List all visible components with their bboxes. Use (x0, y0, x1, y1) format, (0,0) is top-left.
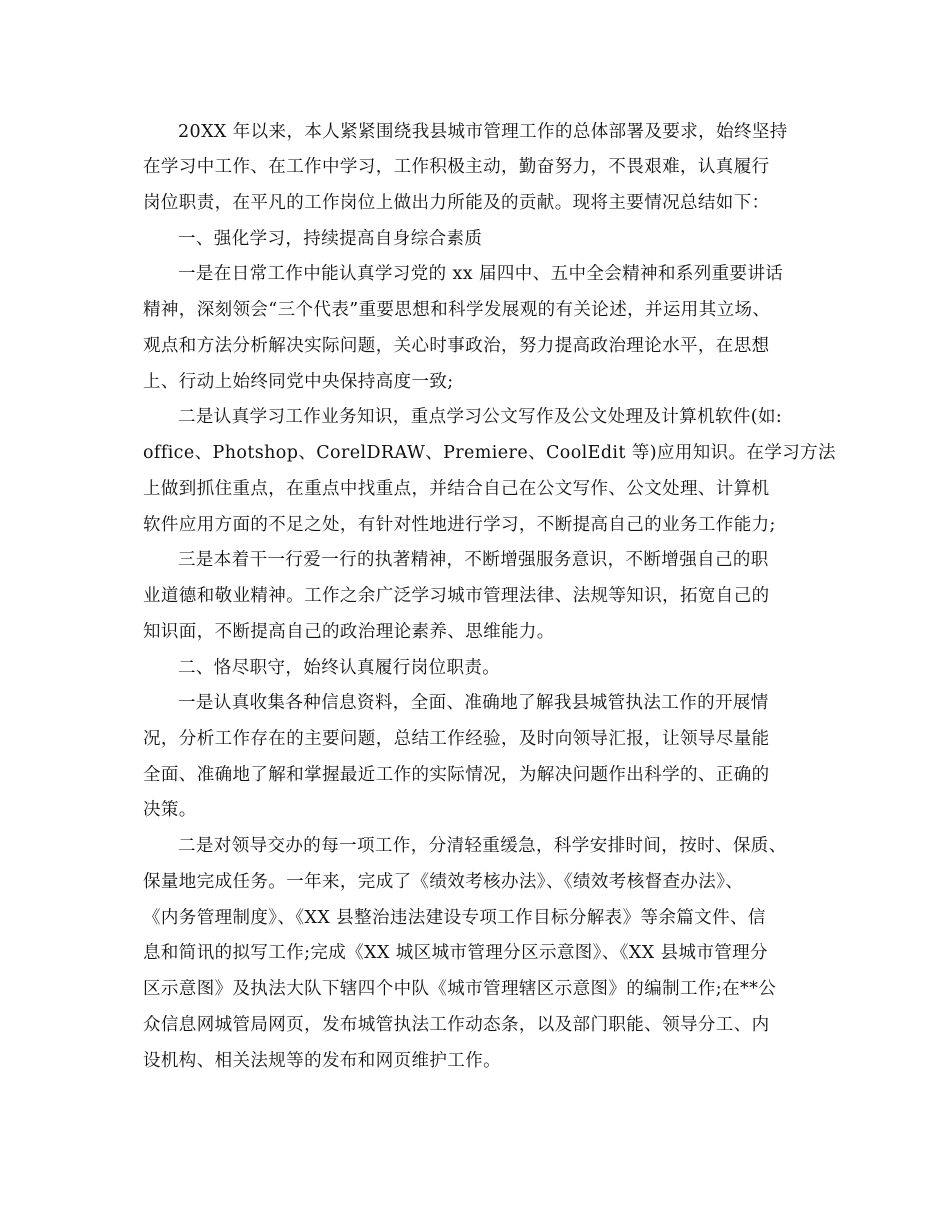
paragraph-line: 知识面，不断提高自己的政治理论素养、思维能力。 (143, 622, 555, 642)
section-heading: 二、恪尽职守，始终认真履行岗位职责。 (178, 658, 501, 678)
paragraph-line: 三是本着干一行爱一行的执著精神，不断增强服务意识，不断增强自己的职 (178, 550, 769, 570)
section-heading: 一、强化学习，持续提高自身综合素质 (178, 229, 483, 249)
paragraph-line: 保量地完成任务。一年来，完成了《绩效考核办法》、《绩效考核督查办法》、 (143, 872, 744, 892)
paragraph-line: 精神，深刻领会“三个代表”重要思想和科学发展观的有关论述，并运用其立场、 (143, 300, 771, 320)
paragraph-line: 软件应用方面的不足之处，有针对性地进行学习，不断提高自己的业务工作能力; (143, 515, 776, 535)
paragraph-line: 区示意图》及执法大队下辖四个中队《城市管理辖区示意图》的编制工作;在**公 (143, 979, 777, 999)
paragraph-line: 一是在日常工作中能认真学习党的 xx 届四中、五中全会精神和系列重要讲话 (178, 264, 784, 284)
paragraph-line: 观点和方法分析解决实际问题，关心时事政治，努力提高政治理论水平，在思想 (143, 336, 770, 356)
paragraph-line: 息和简讯的拟写工作;完成《XX 城区城市管理分区示意图》、《XX 县城市管理分 (143, 943, 768, 963)
paragraph-line: 一是认真收集各种信息资料，全面、准确地了解我县城管执法工作的开展情 (178, 693, 769, 713)
paragraph-line: 决策。 (143, 800, 197, 820)
paragraph-line: 况，分析工作存在的主要问题，总结工作经验，及时向领导汇报，让领导尽量能 (143, 729, 770, 749)
paragraph-line: 在学习中工作、在工作中学习，工作积极主动，勤奋努力，不畏艰难，认真履行 (143, 157, 770, 177)
paragraph-line: 众信息网城管局网页，发布城管执法工作动态条，以及部门职能、领导分工、内 (143, 1015, 770, 1035)
paragraph-line: 二是认真学习工作业务知识，重点学习公文写作及公文处理及计算机软件(如: (178, 407, 783, 427)
paragraph-line: 上、行动上始终同党中央保持高度一致; (143, 372, 454, 392)
paragraph-line: 《内务管理制度》、《XX 县整治违法建设专项工作目标分解表》等余篇文件、信 (143, 908, 766, 928)
paragraph-line: 二是对领导交办的每一项工作，分清轻重缓急，科学安排时间，按时、保质、 (178, 836, 787, 856)
paragraph-line: 岗位职责，在平凡的工作岗位上做出力所能及的贡献。现将主要情况总结如下： (143, 193, 770, 213)
paragraph-line: 业道德和敬业精神。工作之余广泛学习城市管理法律、法规等知识，拓宽自己的 (143, 586, 770, 606)
paragraph-line: 上做到抓住重点，在重点中找重点，并结合自己在公文写作、公文处理、计算机 (143, 479, 770, 499)
paragraph-line: 20XX 年以来，本人紧紧围绕我县城市管理工作的总体部署及要求，始终坚持 (178, 122, 788, 142)
paragraph-line: 全面、准确地了解和掌握最近工作的实际情况，为解决问题作出科学的、正确的 (143, 765, 770, 785)
paragraph-line: 设机构、相关法规等的发布和网页维护工作。 (143, 1051, 501, 1071)
paragraph-line: office、Photshop、CorelDRAW、Premiere、CoolEdit 等)应用知识。在学习方法 (143, 443, 836, 463)
